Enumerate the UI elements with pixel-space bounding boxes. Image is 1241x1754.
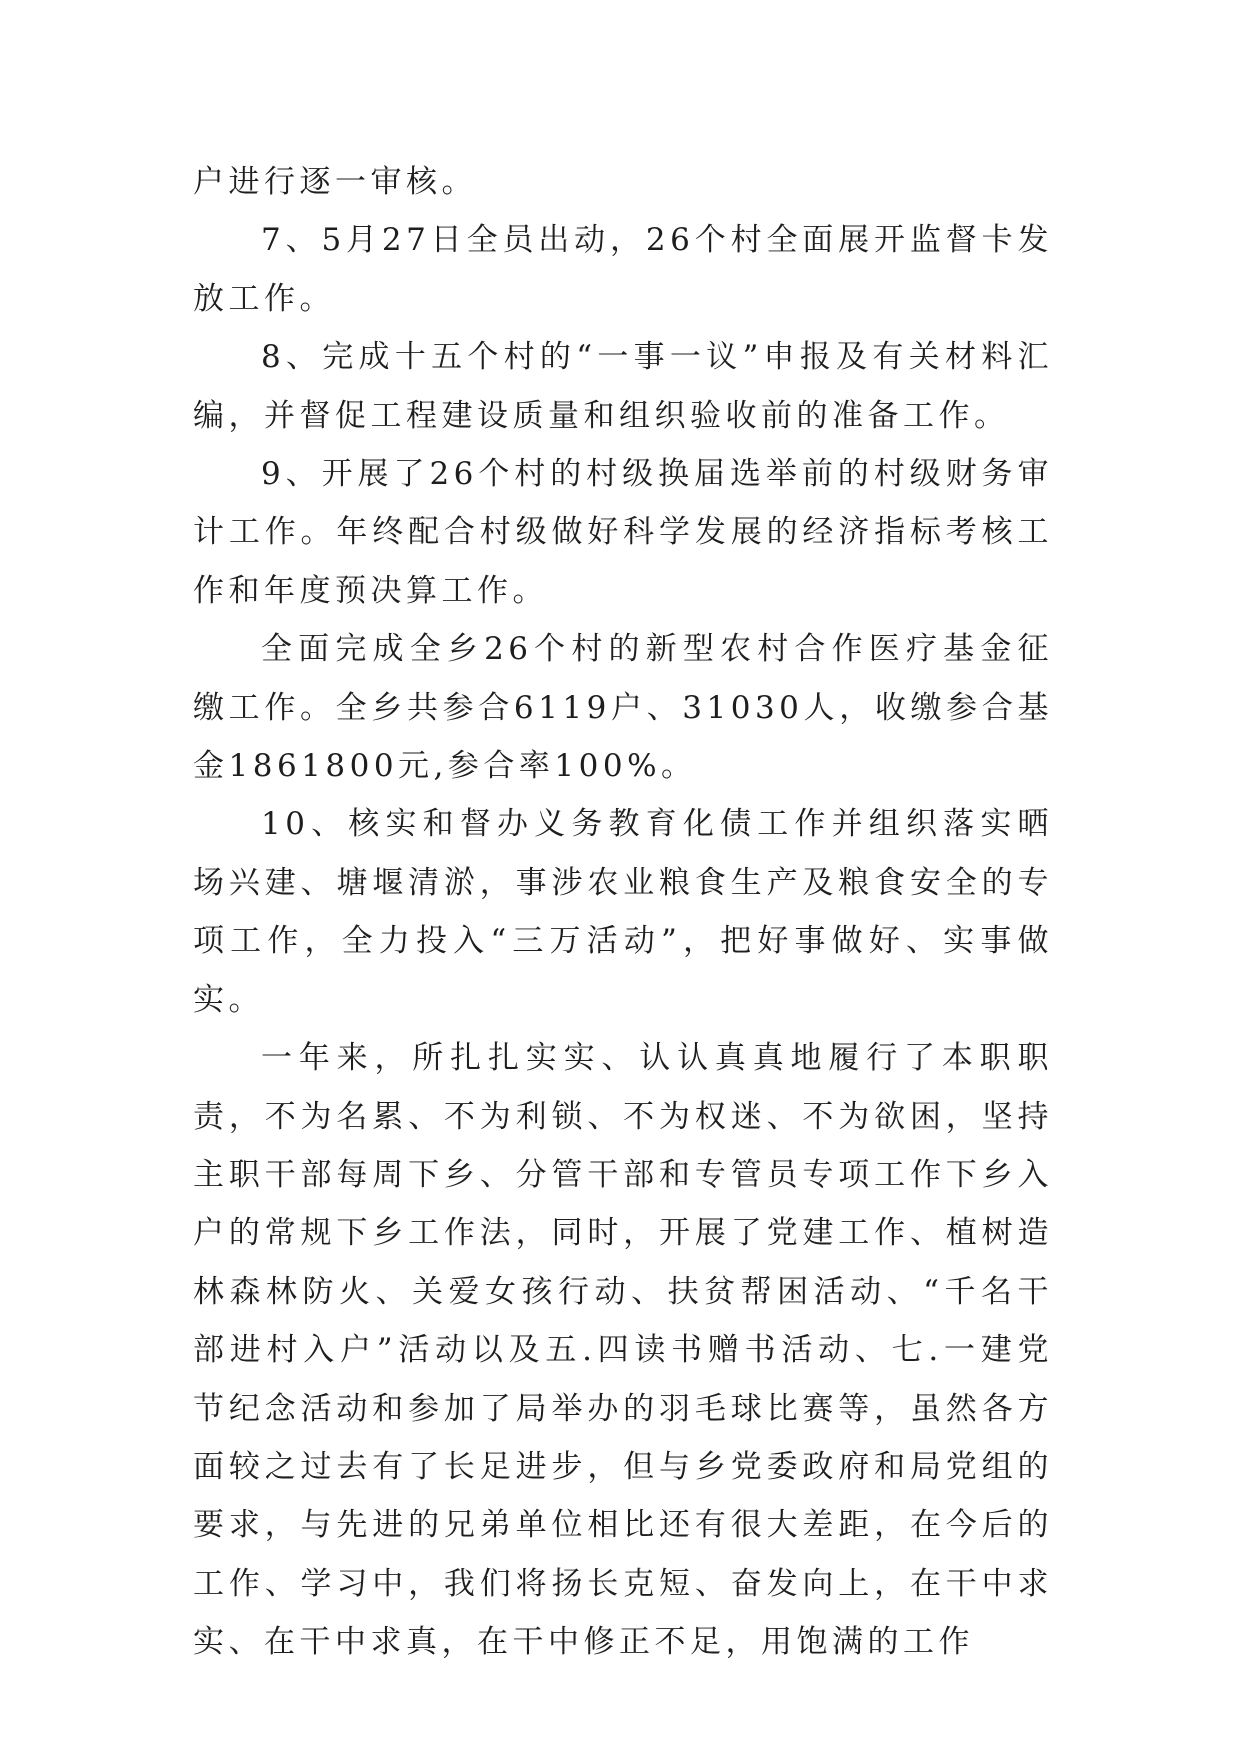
- paragraph-medical-fund: 全面完成全乡26个村的新型农村合作医疗基金征缴工作。全乡共参合6119户、31030人，收缴参合基金1861800元,参合率100%。: [193, 631, 1053, 785]
- paragraph-item-9: 9、开展了26个村的村级换届选举前的村级财务审计工作。年终配合村级做好科学发展的经济指标考核工作和年度预决算工作。: [193, 456, 1053, 609]
- paragraph-item-8: 8、完成十五个村的“一事一议”申报及有关材料汇编，并督促工程建设质量和组织验收前的准备工作。: [193, 339, 1053, 434]
- paragraph-item-10: 10、核实和督办义务教育化债工作并组织落实晒场兴建、塘堰清淤，事涉农业粮食生产及粮食安全的专项工作，全力投入“三万活动”，把好事做好、实事做实。: [193, 806, 1053, 1018]
- paragraph-summary: 一年来，所扎扎实实、认认真真地履行了本职职责，不为名累、不为利锁、不为权迷、不为欲困，坚持主职干部每周下乡、分管干部和专管员专项工作下乡入户的常规下乡工作法，同时，开展了党建工作、植树造林森林防火、关爱女孩行动、扶贫帮困活动、“千名干部进村入户”活动以及五.四读书赠书活动、七.一建党节纪念活动和参加了局举办的羽毛球比赛等，虽然各方面较之过去有了长足进步，但与乡党委政府和局党组的要求，与先进的兄弟单位相比还有很大差距，在今后的工作、学习中，我们将扬长克短、奋发向上，在干中求实、在干中求真，在干中修正不足，用饱满的工作: [193, 1040, 1053, 1661]
- document-body: [193, 153, 1053, 1672]
- paragraph-continuation: 户进行逐一审核。: [193, 164, 477, 200]
- paragraph-item-7: 7、5月27日全员出动，26个村全面展开监督卡发放工作。: [193, 222, 1053, 317]
